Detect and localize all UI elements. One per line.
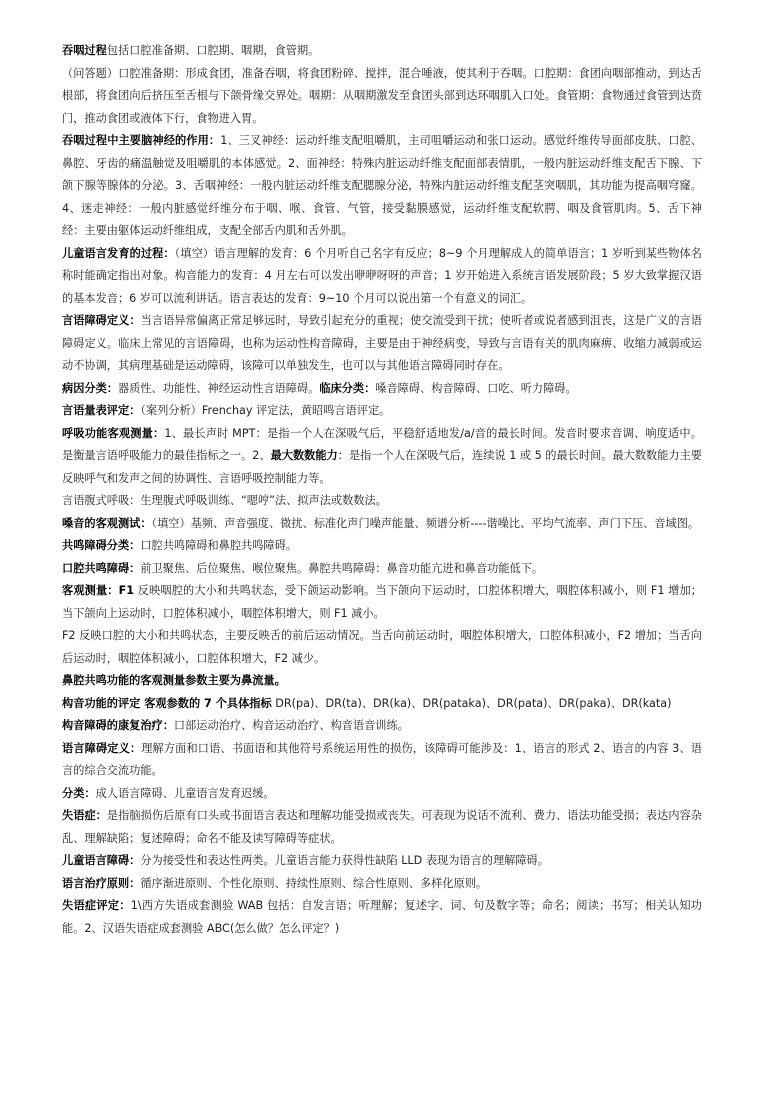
paragraph-heading: 言语障碍定义：: [62, 314, 141, 327]
paragraph-heading: 吞咽过程中主要脑神经的作用：: [62, 134, 221, 147]
paragraph: [62, 693, 702, 716]
paragraph-heading: 语言治疗原则：: [62, 876, 141, 890]
paragraph-text: F2 反映口腔的大小和共鸣状态，主要反映舌的前后运动情况。当舌向前运动时，咽腔体积增大，口腔体积减小，F2 增加；当舌向后运动时，咽腔体积减小，口腔体积增大，F2 减少。: [62, 629, 702, 665]
paragraph-heading: 病因分类：: [62, 381, 118, 395]
paragraph-heading: 呼吸功能客观测量：: [62, 426, 165, 440]
paragraph-text: 1、最长声时 MPT：是指一个人在深吸气后，平稳舒适地发/a/音的最长时间。发音时要求音调、响度适中。是衡量言语呼吸能力的最佳指标之一。2、: [62, 426, 702, 462]
paragraph: [62, 400, 702, 423]
paragraph-text: 理解方面和口语、书面语和其他符号系统运用性的损伤，该障碍可能涉及：1、语言的形式 2、语言的内容 3、语言的综合交流功能。: [62, 741, 702, 777]
paragraph: [62, 783, 702, 806]
paragraph-text: （填空）基频、声音强度、微扰、标准化声门噪声能量、频谱分析----谐噪比、平均气流率、声门下压、音域图。: [151, 516, 700, 530]
paragraph: [62, 130, 702, 243]
paragraph-heading: 鼻腔共鸣功能的客观测量参数主要为鼻流量。: [62, 674, 286, 687]
document-page: [62, 40, 702, 940]
paragraph: [62, 805, 702, 850]
paragraph-text: 1、三叉神经：运动纤维支配咀嚼肌，主司咀嚼运动和张口运动。感觉纤维传导面部皮肤、口腔、鼻腔、牙齿的痛温触觉及咀嚼肌的本体感觉。2、面神经：特殊内脏运动纤维支配面部表情肌，一般内脏运动纤维支配舌下腺、下颌下腺等腺体的分泌。3、舌咽神经：一般内脏运动纤维支配腮腺分泌，特殊内脏运动纤维支配茎突咽肌，其功能为提高咽穹窿。4、迷走神经：一般内脏感觉纤维分布于咽、喉、食管、气管，接受黏膜感觉，运动纤维支配软腭、咽及食管肌肉。5、舌下神经：主要由躯体运动纤维组成，支配全部舌内肌和舌外肌。: [62, 134, 702, 237]
paragraph-heading: 构音功能的评定 客观参数的 7 个具体指标: [62, 696, 272, 710]
paragraph-text: 循序渐进原则、个性化原则、持续性原则、综合性原则、多样化原则。: [140, 876, 488, 890]
paragraph: [62, 310, 702, 378]
paragraph-heading: 失语症评定：: [62, 899, 131, 912]
paragraph: [62, 40, 702, 63]
paragraph-text: 包括口腔准备期、口腔期、咽期，食管期。: [106, 44, 320, 57]
paragraph: [62, 513, 702, 536]
paragraph-text: 1\西方失语成套测验 WAB 包括：自发言语；听理解；复述字、词、句及数字等；命名；阅读；书写；相关认知功能。2、汉语失语症成套测验 ABC(怎么做？怎么评定？): [62, 899, 702, 935]
paragraph-text: 当言语异常偏离正常足够远时，导致引起充分的重视；使交流受到干扰；使听者或说者感到沮丧，这是广义的言语障碍定义。临床上常见的言语障碍，也称为运动性构音障碍，主要是由于神经病变，导致与言语有关的肌肉麻痹、收缩力减弱或运动不协调，其病理基础是运动障碍，该障可以单独发生，也可以与其他语言障碍同时存在。: [62, 314, 702, 372]
paragraph: [62, 670, 702, 693]
paragraph-heading: 儿童语言发育的过程：: [62, 246, 175, 260]
paragraph: [62, 490, 702, 513]
paragraph-heading: 口腔共鸣障碍：: [62, 561, 141, 575]
paragraph-heading: 构音障碍的康复治疗：: [62, 719, 174, 732]
paragraph-text: 成人语言障碍、儿童语言发育迟缓。: [95, 786, 275, 800]
paragraph: [62, 715, 702, 738]
paragraph-heading: 客观测量：F1: [62, 584, 135, 597]
paragraph-heading: 临床分类：: [319, 381, 376, 395]
paragraph-heading: 吞咽过程: [62, 44, 107, 57]
paragraph-heading: 最大数数能力: [270, 449, 338, 462]
paragraph: [62, 625, 702, 670]
paragraph-heading: 语言障碍定义：: [62, 741, 142, 755]
paragraph-text: 是指脑损伤后原有口头或书面语言表达和理解功能受损或丧失。可表现为说话不流利、费力、语法功能受损；表达内容杂乱、理解缺陷；复述障碍；命名不能及读写障碍等症状。: [62, 809, 702, 845]
paragraph-text: 嗓音障碍、构音障碍、口吃、听力障碍。: [375, 381, 577, 395]
paragraph-heading: 言语量表评定：: [62, 404, 141, 417]
paragraph: [62, 535, 702, 558]
paragraph: [62, 850, 702, 873]
paragraph-heading: 嗓音的客观测试：: [62, 516, 152, 530]
paragraph: [62, 895, 702, 940]
paragraph-text: （问答题）口腔准备期：形成食团，准备吞咽，将食团粉碎、搅拌，混合唾液，使其利于吞咽。口腔期：食团向咽部推动，到达舌根部，将食团向后挤压至舌根与下颌骨缘交界处。咽期：从咽期激发至食团头部到达环咽肌入口处。食管期：食物通过食管到达贲门，推动食团或液体下行，食物进入胃。: [62, 66, 702, 125]
paragraph: [62, 378, 702, 401]
paragraph: [62, 738, 702, 783]
paragraph-text: 口部运动治疗、构音运动治疗、构音语音训练。: [173, 719, 409, 732]
paragraph-text: 前卫聚焦、后位聚焦、喉位聚焦。鼻腔共鸣障碍：鼻音功能亢进和鼻音功能低下。: [140, 561, 544, 575]
paragraph-text: 分为接受性和表达性两类。儿童语言能力获得性缺陷 LLD 表现为语言的理解障碍。: [140, 854, 549, 867]
paragraph-text: （填空）语言理解的发育：6 个月听自己名字有反应；8~9 个月理解成人的简单语言；1 岁听到某些物体名称时能确定指出对象。构音能力的发育：4 月左右可以发出咿咿呀呀的声音；1 岁开始进入系统言语发展阶段；5 岁大致掌握汉语的基本发音；6 岁可以流利讲话。语言表达的发育：9~10 个月可以说出第一个有意义的词汇。: [62, 246, 702, 305]
paragraph-heading: 共鸣障碍分类：: [62, 539, 141, 552]
paragraph: [62, 63, 702, 131]
paragraph-text: ：是指一个人在深吸气后，连续说 1 或 5 的最长时间。最大数数能力主要反映呼气和发声之间的协调性、言语呼吸控制能力等。: [62, 449, 702, 485]
paragraph-text: 言语腹式呼吸：生理腹式呼吸训练、“嗯哼”法、拟声法或数数法。: [62, 494, 387, 507]
paragraph-text: （案列分析）Frenchay 评定法，黄昭鸣言语评定。: [140, 404, 391, 417]
paragraph: [62, 423, 702, 491]
paragraph: [62, 243, 702, 311]
paragraph-text: 器质性、功能性、神经运动性言语障碍。: [117, 381, 320, 395]
paragraph-heading: 分类：: [62, 786, 96, 800]
paragraph-text: DR(pa)、DR(ta)、DR(ka)、DR(pataka)、DR(pata)、DR(paka)、DR(kata): [271, 696, 672, 710]
paragraph-heading: 失语症：: [62, 809, 107, 822]
paragraph: [62, 558, 702, 581]
paragraph: [62, 580, 702, 625]
paragraph: [62, 873, 702, 896]
paragraph-text: 口腔共鸣障碍和鼻腔共鸣障碍。: [140, 539, 297, 552]
paragraph-text: 反映咽腔的大小和共鸣状态，受下颌运动影响。当下颌向下运动时，口腔体积增大，咽腔体积减小，则 F1 增加；当下颌向上运动时，口腔体积减小，咽腔体积增大，则 F1 减小。: [62, 584, 702, 620]
paragraph-heading: 儿童语言障碍：: [62, 854, 141, 867]
